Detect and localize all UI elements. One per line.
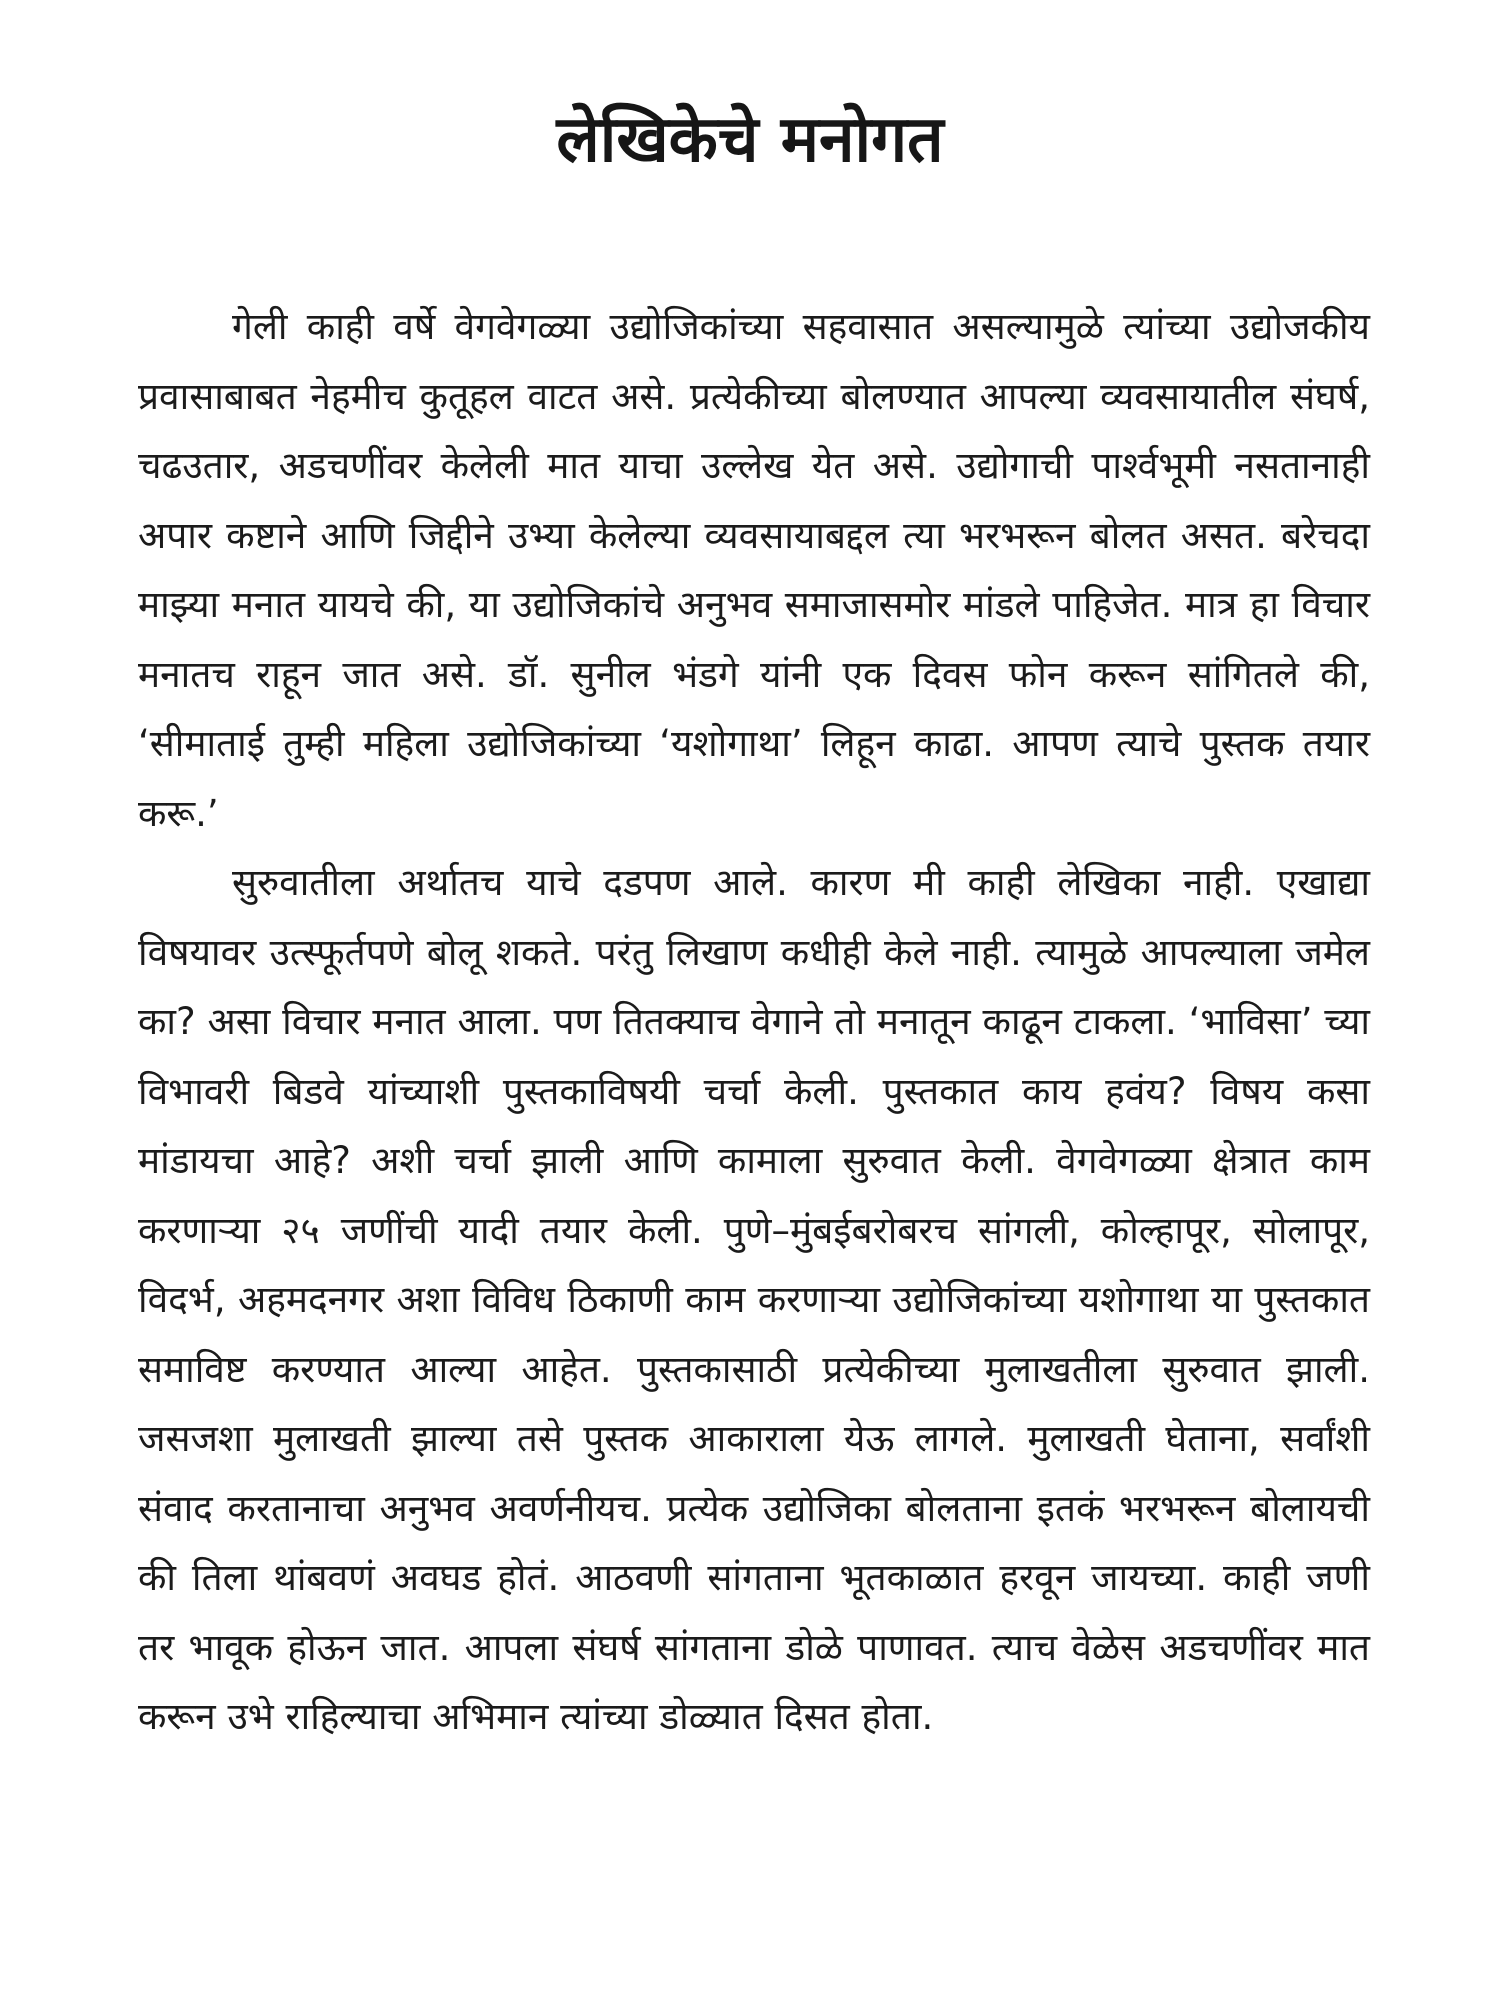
paragraph-1: गेली काही वर्षे वेगवेगळ्या उद्योजिकांच्या सहवासात असल्यामुळे त्यांच्या उद्योजकीय प्रवासाबाबत नेहमीच कुतूहल वाटत असे. प्रत्येकीच्या बोलण्यात आपल्या व्यवसायातील संघर्ष, चढउतार, अडचणींवर केलेली मात याचा उल्लेख येत असे. उद्योगाची पार्श्वभूमी नसतानाही अपार कष्टाने आणि जिद्दीने उभ्या केलेल्या व्यवसायाबद्दल त्या भरभरून बोलत असत. बरेचदा माझ्या मनात यायचे की, या उद्योजिकांचे अनुभव समाजासमोर मांडले पाहिजेत. मात्र हा विचार मनातच राहून जात असे. डॉ. सुनील भंडगे यांनी एक दिवस फोन करून सांगितले की, ‘सीमाताई तुम्ही महिला उद्योजिकांच्या ‘यशोगाथा’ लिहून काढा. आपण त्याचे पुस्तक तयार करू.’ — [138, 305, 1370, 835]
page-body — [138, 292, 1370, 1752]
page-title: लेखिकेचे मनोगत — [556, 103, 944, 177]
paragraph-2: सुरुवातीला अर्थातच याचे दडपण आले. कारण मी काही लेखिका नाही. एखाद्या विषयावर उत्स्फूर्तपणे बोलू शकते. परंतु लिखाण कधीही केले नाही. त्यामुळे आपल्याला जमेल का? असा विचार मनात आला. पण तितक्याच वेगाने तो मनातून काढून टाकला. ‘भाविसा’ च्या विभावरी बिडवे यांच्याशी पुस्तकाविषयी चर्चा केली. पुस्तकात काय हवंय? विषय कसा मांडायचा आहे? अशी चर्चा झाली आणि कामाला सुरुवात केली. वेगवेगळ्या क्षेत्रात काम करणाऱ्या २५ जणींची यादी तयार केली. पुणे–मुंबईबरोबरच सांगली, कोल्हापूर, सोलापूर, विदर्भ, अहमदनगर अशा विविध ठिकाणी काम करणाऱ्या उद्योजिकांच्या यशोगाथा या पुस्तकात समाविष्ट करण्यात आल्या आहेत. पुस्तकासाठी प्रत्येकीच्या मुलाखतीला सुरुवात झाली. जसजशा मुलाखती झाल्या तसे पुस्तक आकाराला येऊ लागले. मुलाखती घेताना, सर्वांशी संवाद करतानाचा अनुभव अवर्णनीयच. प्रत्येक उद्योजिका बोलताना इतकं भरभरून बोलायची की तिला थांबवणं अवघड होतं. आठवणी सांगताना भूतकाळात हरवून जायच्या. काही जणी तर भावूक होऊन जात. आपला संघर्ष सांगताना डोळे पाणावत. त्याच वेळेस अडचणींवर मात करून उभे राहिल्याचा अभिमान त्यांच्या डोळ्यात दिसत होता. — [138, 861, 1370, 1738]
